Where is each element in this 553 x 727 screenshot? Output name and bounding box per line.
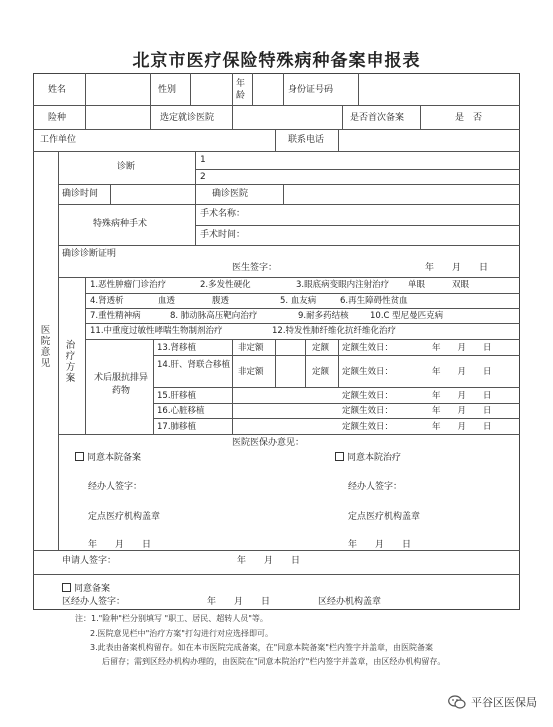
certificate-date: 年 月 日 (425, 263, 489, 273)
plan-item-3[interactable]: 3.眼底病变眼内注射治疗 (296, 280, 390, 290)
plan-item-10[interactable]: 10.C 型尼曼匹克病 (370, 311, 444, 321)
right-agent-signature: 经办人签字： (348, 482, 403, 492)
liver-kidney-fixed-ymd: 年 月 日 (432, 367, 492, 377)
plan-single-eye[interactable]: 单眼 (408, 280, 426, 290)
liver-kidney-transplant[interactable]: 14.肝、肾联合移植 (157, 360, 231, 370)
rule (283, 184, 284, 204)
liver-kidney-non-fixed[interactable]: 非定额 (238, 367, 264, 377)
wechat-icon (448, 695, 466, 709)
treatment-plan-label: 治疗方案 (65, 340, 76, 384)
liver-transplant[interactable]: 15.肝移植 (157, 391, 197, 401)
diagnosis-label: 诊断 (117, 162, 136, 172)
checkbox-icon[interactable] (62, 583, 71, 592)
rule (252, 73, 253, 105)
liver-fixed-ymd: 年 月 日 (432, 391, 492, 401)
kidney-non-fixed[interactable]: 非定额 (238, 343, 264, 353)
rule (150, 105, 151, 129)
rule (33, 574, 520, 575)
plan-item-5[interactable]: 5. 血友病 (280, 296, 317, 306)
rule (85, 339, 520, 340)
rule (275, 129, 276, 151)
rule (150, 73, 151, 105)
id-number-label: 身份证号码 (288, 85, 334, 95)
form-table (33, 73, 520, 610)
rule (58, 184, 520, 185)
district-agent-signature: 区经办人签字： (62, 597, 126, 607)
rule (153, 355, 520, 356)
insurance-type-label: 险种 (48, 113, 67, 123)
lung-fixed-date: 定额生效日： (342, 422, 394, 432)
rule (33, 129, 520, 130)
district-filing-option[interactable] (62, 583, 110, 595)
rule (195, 151, 196, 184)
watermark (448, 694, 537, 710)
plan-item-8[interactable]: 8. 肺动脉高压靶向治疗 (170, 311, 258, 321)
rule (85, 73, 86, 129)
confirm-hospital-label: 确诊医院 (212, 189, 249, 199)
rule (232, 105, 233, 129)
plan-peritoneal[interactable]: 腹透 (212, 296, 230, 306)
liver-fixed-date: 定额生效日： (342, 391, 394, 401)
approve-hospital-filing[interactable] (75, 452, 141, 464)
rule (33, 105, 520, 106)
form-title: 北京市医疗保险特殊病种备案申报表 (132, 51, 421, 71)
rule (275, 339, 276, 387)
plan-item-1[interactable]: 1.恶性肿瘤门诊治疗 (90, 280, 167, 290)
district-stamp-label: 区经办机构盖章 (318, 597, 382, 607)
left-stamp-label: 定点医疗机构盖章 (88, 512, 161, 522)
doctor-signature-label: 医生签字： (232, 263, 278, 273)
yes-no-options[interactable]: 是 否 (455, 113, 483, 123)
hospital-opinion-label: 医院意见 (40, 325, 51, 369)
rule (58, 434, 520, 435)
heart-fixed-date: 定额生效日： (342, 406, 394, 416)
surgery-label: 特殊病种手术 (93, 219, 148, 229)
rule (283, 73, 284, 105)
first-filing-label: 是否首次备案 (350, 113, 405, 123)
confirm-date-label: 确诊时间 (62, 189, 99, 199)
rule (195, 225, 520, 226)
heart-fixed-ymd: 年 月 日 (432, 406, 492, 416)
rule (58, 204, 520, 205)
lung-fixed-ymd: 年 月 日 (432, 422, 492, 432)
rule (305, 339, 306, 387)
district-filing-date: 年 月 日 (207, 597, 271, 607)
plan-both-eyes[interactable]: 双眼 (452, 280, 470, 290)
rule (58, 277, 520, 278)
rule (195, 204, 196, 245)
rule (342, 105, 343, 129)
applicant-signature-label: 申请人签字： (62, 556, 117, 566)
kidney-fixed[interactable]: 定额 (312, 343, 330, 353)
note-1: 注：1."险种"栏分别填写 "职工、居民、超转人员"等。 (75, 614, 268, 623)
surgery-name-label: 手术名称： (200, 209, 246, 219)
insurance-office-header: 医院医保办意见： (232, 438, 305, 448)
rule (358, 73, 359, 105)
surgery-time-label: 手术时间： (200, 230, 246, 240)
phone-label: 联系电话 (288, 135, 325, 145)
rule (58, 245, 520, 246)
note-3-continued: 后留存；需到区经办机构办理的，由医院在"同意本院治疗"栏内签字并盖章，由区经办机构留存。 (102, 657, 446, 666)
left-opinion-date: 年 月 日 (88, 540, 152, 550)
anti-rejection-label: 术后服抗排异药物 (93, 373, 148, 396)
right-opinion-date: 年 月 日 (348, 540, 412, 550)
rule (338, 129, 339, 151)
rule (338, 339, 339, 387)
liver-kidney-fixed-date: 定额生效日： (342, 367, 394, 377)
rule (190, 73, 191, 105)
kidney-fixed-date: 定额生效日： (342, 343, 394, 353)
lung-transplant[interactable]: 17.肺移植 (157, 422, 197, 432)
liver-kidney-fixed[interactable]: 定额 (312, 367, 330, 377)
district-filing-label: 同意备案 (74, 584, 111, 594)
plan-item-2[interactable]: 2.多发性硬化 (200, 280, 251, 290)
rule (85, 293, 520, 294)
rule (195, 169, 520, 170)
plan-item-12[interactable]: 12.特发性肺纤维化抗纤维化治疗 (272, 326, 397, 336)
rule (85, 277, 86, 434)
plan-item-9[interactable]: 9.耐多药结核 (298, 311, 349, 321)
applicant-date: 年 月 日 (237, 556, 301, 566)
name-label: 姓名 (48, 85, 67, 95)
rule (33, 151, 520, 152)
right-stamp-label: 定点医疗机构盖章 (348, 512, 421, 522)
plan-item-6[interactable]: 6.再生障碍性贫血 (340, 296, 408, 306)
approve-hospital-treatment[interactable] (335, 452, 401, 464)
plan-item-7[interactable]: 7.重性精神病 (90, 311, 141, 321)
approve-hospital-filing-label: 同意本院备案 (87, 453, 142, 463)
employer-label: 工作单位 (40, 135, 77, 145)
rule (195, 184, 196, 204)
rule (153, 418, 520, 419)
rule (232, 339, 233, 434)
heart-transplant[interactable]: 16.心脏移植 (157, 406, 205, 416)
rule (420, 105, 421, 129)
note-3: 3.此表由备案机构留存。如在本市医院完成备案，在"同意本院备案"栏内签字并盖章，由医院备案 (90, 643, 433, 652)
diagnosis-line-1: 1 (200, 155, 206, 165)
gender-label: 性别 (158, 85, 177, 95)
kidney-fixed-ymd: 年 月 日 (432, 343, 492, 353)
checkbox-icon[interactable] (75, 452, 84, 461)
certificate-label: 确诊诊断证明 (62, 249, 117, 259)
diagnosis-line-2: 2 (200, 172, 206, 182)
kidney-transplant[interactable]: 13.肾移植 (157, 343, 197, 353)
checkbox-icon[interactable] (335, 452, 344, 461)
rule (153, 403, 520, 404)
rule (153, 339, 154, 434)
watermark-text: 平谷区医保局 (471, 696, 537, 709)
rule (232, 73, 233, 105)
rule (58, 151, 59, 550)
rule (85, 308, 520, 309)
rule (85, 323, 520, 324)
plan-item-11[interactable]: 11.中重度过敏性哮喘生物制剂治疗 (90, 326, 223, 336)
rule (153, 387, 520, 388)
hospital-label: 选定就诊医院 (160, 113, 215, 123)
plan-item-4[interactable]: 4.肾透析 (90, 296, 124, 306)
plan-hemodialysis[interactable]: 血透 (158, 296, 176, 306)
rule (110, 184, 111, 204)
age-label: 年龄 (236, 79, 246, 101)
left-agent-signature: 经办人签字： (88, 482, 143, 492)
approve-hospital-treatment-label: 同意本院治疗 (347, 453, 402, 463)
note-2: 2.医院意见栏中"治疗方案"打勾进行对应选择即可。 (90, 629, 273, 638)
